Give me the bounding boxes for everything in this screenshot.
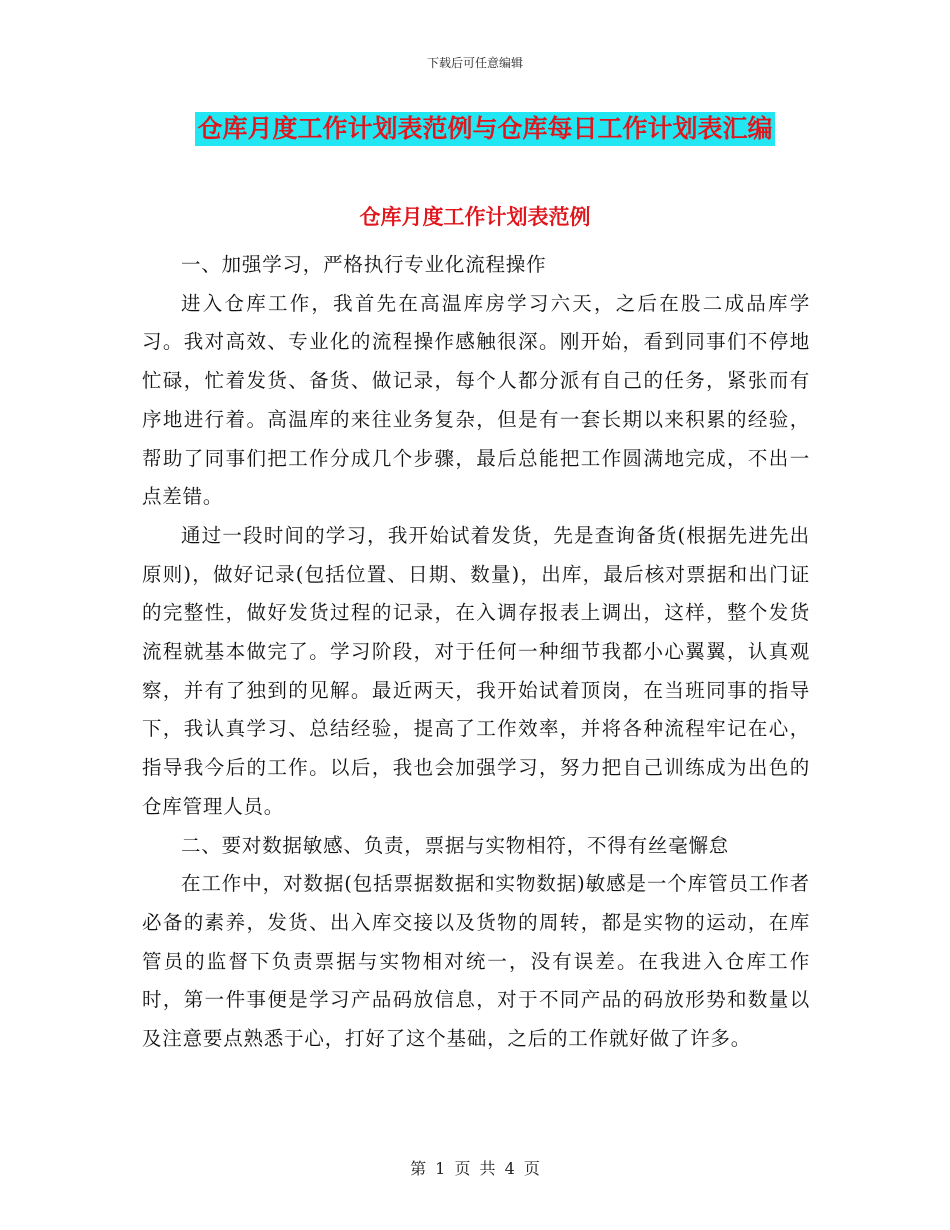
document-title: 仓库月度工作计划表范例与仓库每日工作计划表汇编 <box>195 112 774 146</box>
section-heading-1: 一、加强学习，严格执行专业化流程操作 <box>181 253 547 276</box>
paragraph: 在工作中，对数据(包括票据数据和实物数据)敏感是一个库管员工作者必备的素养，发货、出入库交接以及货物的周转，都是实物的运动，在库管员的监督下负责票据与实物相对统一，没有误差。在我进入仓库工作时，第一件事便是学习产品码放信息，对于不同产品的码放形势和数量以及注意要点熟悉于心，打好了这个基础，之后的工作就好做了许多。 <box>142 872 810 1051</box>
page-header-note: 下载后可任意编辑 <box>426 56 523 70</box>
paragraph: 通过一段时间的学习，我开始试着发货，先是查询备货(根据先进先出原则)，做好记录(包括位置、日期、数量)，出库，最后核对票据和出门证的完整性，做好发货过程的记录，在入调存报表上调出，这样，整个发货流程就基本做完了。学习阶段，对于任何一种细节我都小心翼翼，认真观察，并有了独到的见解。最近两天，我开始试着顶岗，在当班同事的指导下，我认真学习、总结经验，提高了工作效率，并将各种流程牢记在心，指导我今后的工作。以后，我也会加强学习，努力把自己训练成为出色的仓库管理人员。 <box>142 523 810 818</box>
document-body <box>142 246 810 1059</box>
main-title-container <box>0 112 950 146</box>
section-heading-2: 二、要对数据敏感、负责，票据与实物相符，不得有丝毫懈怠 <box>181 833 730 857</box>
paragraph: 进入仓库工作，我首先在高温库房学习六天，之后在股二成品库学习。我对高效、专业化的流程操作感触很深。刚开始，看到同事们不停地忙碌，忙着发货、备货、做记录，每个人都分派有自己的任务，紧张而有序地进行着。高温库的来往业务复杂，但是有一套长期以来积累的经验，帮助了同事们把工作分成几个步骤，最后总能把工作圆满地完成，不出一点差错。 <box>142 291 810 509</box>
section-title: 仓库月度工作计划表范例 <box>359 205 591 229</box>
page-number: 第 1 页 共 4 页 <box>410 1159 540 1178</box>
